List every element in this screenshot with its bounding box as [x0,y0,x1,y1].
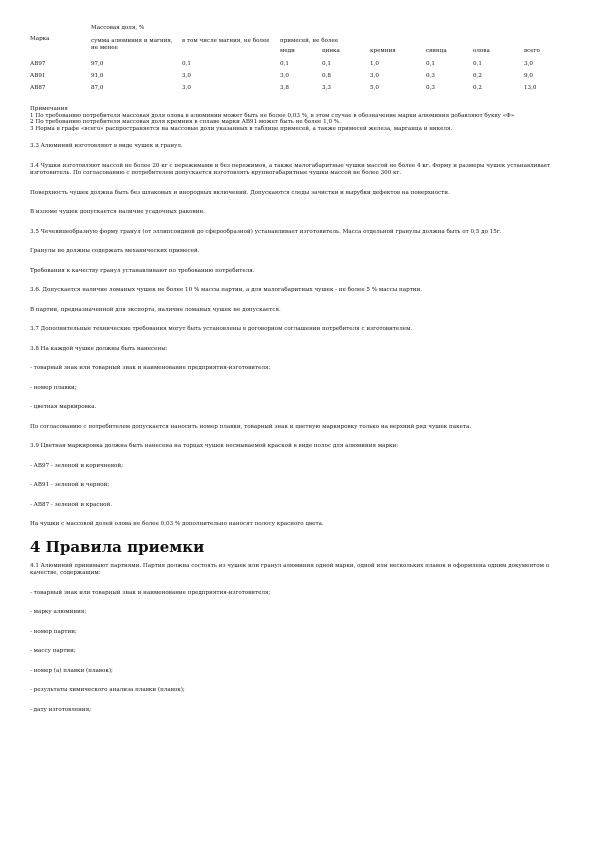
list-item: - АВ87 - зеленой и красной. [30,501,113,508]
table-row-mark: АВ91 [30,73,46,79]
table-cell: 3,8 [280,85,289,91]
paragraph-3-9: 3.9 Цветная маркировка должна быть нанесена на торцах чушек несмываемой краской в виде полос для алюминия марки: [30,443,399,450]
col-zinc: цинка [322,48,340,54]
note-1: 1 По требованию потребителя массовая доля олова в алюминии может быть не более 0,03 %, в этом случае в обозначение марки алюминия добавляют букву «Ф» [30,112,515,119]
composition-table [30,14,570,106]
table-cell: 3,0 [524,61,533,67]
list-item: - номер партии; [30,628,77,635]
list-item: - результаты химического анализа плавки (плавок); [30,687,185,694]
col-total: всего [524,48,540,54]
paragraph-3-3: 3.3 Алюминий изготовляют в виде чушек и гранул. [30,143,183,150]
table-cell: 0,1 [182,61,191,67]
paragraph-3-6: 3.6. Допускается наличие ломаных чушек не более 10 % массы партии, а для малогабаритных чушек - не более 5 % массы партии. [30,287,423,294]
table-cell: 13,0 [524,85,537,91]
header-sum-al-mg: сумма алюминия и магния, не менее [91,38,173,51]
list-item: - марку алюминия; [30,609,87,616]
list-item: - товарный знак или товарный знак и наименование предприятия-изготовителя; [30,589,271,596]
paragraph-3-4: 3.4 Чушки изготовляют массой не более 20 кг с пережимами и без пережимов, а также малогабаритные чушки массой не более 4 кг. Форму и размеры чушек устанавливает изготовитель. По согласованию с потребителем допускается изготовлять крупногабаритные чушки массой не более 300 кг. [30,162,551,177]
table-cell: 87,0 [91,85,104,91]
col-lead: свинца [426,48,447,54]
paragraph-3-8: 3.8 На каждой чушке должны быть нанесены: [30,345,168,352]
notes-title: Примечания [30,106,68,112]
table-cell: 3,0 [370,73,379,79]
header-mass-fraction: Массовая доля, % [91,25,145,31]
table-cell: 3,3 [322,85,331,91]
list-item: - массу партии; [30,648,76,655]
paragraph-export: В партии, предназначенной для экспорта, наличие ломаных чушек не допускается. [30,306,281,313]
table-cell: 1,0 [370,61,379,67]
table-row-mark: АВ97 [30,61,46,67]
header-impurities: примесей, не более [280,38,339,44]
list-item: - АВ91 - зеленой и черной; [30,482,110,489]
table-cell: 91,0 [91,73,104,79]
table-row-mark: АВ87 [30,85,46,91]
col-tin: олова [473,48,490,54]
paragraph-tin-stripe: На чушки с массовой долей олова не более 0,03 % дополнительно наносят полосу красного цвета. [30,521,324,528]
table-cell: 0,1 [426,61,435,67]
table-cell: 0,2 [473,73,482,79]
document-page [30,14,570,714]
paragraph-requirements: Требования к качеству гранул устанавливают по требованию потребителя. [30,267,255,274]
list-item: - АВ97 - зеленой и коричневой; [30,462,123,469]
col-copper: меди [280,48,295,54]
list-item: - цветная маркировка. [30,404,97,411]
table-cell: 0,2 [473,85,482,91]
list-item: - номер (а) плавки (плавок); [30,667,113,674]
table-cell: 0,1 [322,61,331,67]
table-cell: 97,0 [91,61,104,67]
table-cell: 3,0 [182,85,191,91]
paragraph-4-1: 4.1 Алюминий принимают партиями. Партия должна состоять из чушек или гранул алюминия одной марки, одной или нескольких плавок и оформлена одним документом о качестве, содержащим: [30,563,550,577]
table-cell: 0,8 [322,73,331,79]
table-cell: 9,0 [524,73,533,79]
paragraph-granules: Гранулы не должны содержать механических примесей. [30,248,200,255]
table-notes [30,106,570,132]
table-cell: 0,1 [280,61,289,67]
header-mark: Марка [30,36,50,42]
note-2: 2 По требованию потребителя массовая доля кремния в сплаве марки АВ91 может быть не более 1,0 %. [30,119,341,126]
paragraph-surface: Поверхность чушек должна быть без шлаковых и инородных включений. Допускаются следы зачистки и вырубки дефектов на поверхности. [30,189,450,196]
section-heading: 4 Правила приемки [30,538,205,557]
list-item: - номер плавки; [30,384,77,391]
table-cell: 3,0 [182,73,191,79]
paragraph-shrinkage: В изломе чушек допускается наличие усадочных раковин. [30,209,205,216]
table-cell: 0,3 [426,73,435,79]
table-cell: 0,3 [426,85,435,91]
paragraph-agreement: По согласованию с потребителем допускается наносить номер плавки, товарный знак и цветную маркировку только на верхний ряд чушек пакета. [30,423,472,430]
table-cell: 0,1 [473,61,482,67]
paragraph-3-7: 3.7 Дополнительные технические требования могут быть установлены в договорном соглашении потребителя с изготовителем. [30,326,413,333]
list-item: - дату изготовления; [30,706,92,713]
col-silicon: кремния [370,48,396,54]
list-item: - товарный знак или товарный знак и наименование предприятия-изготовителя; [30,365,271,372]
header-incl-mg: в том числе магния, не более [182,38,270,44]
table-cell: 5,0 [370,85,379,91]
table-cell: 3,0 [280,73,289,79]
paragraph-3-5: 3.5 Чечевицеобразную форму гранул (от эллипсоидной до сферообразной) устанавливает изготовитель. Масса отдельной гранулы должна быть от 0,5 до 15г. [30,228,502,235]
note-3: 3 Норма в графе «всего» распространяется на массовые доли указанных в таблице примесей, а также примесей железа, марганца и никеля. [30,125,453,132]
